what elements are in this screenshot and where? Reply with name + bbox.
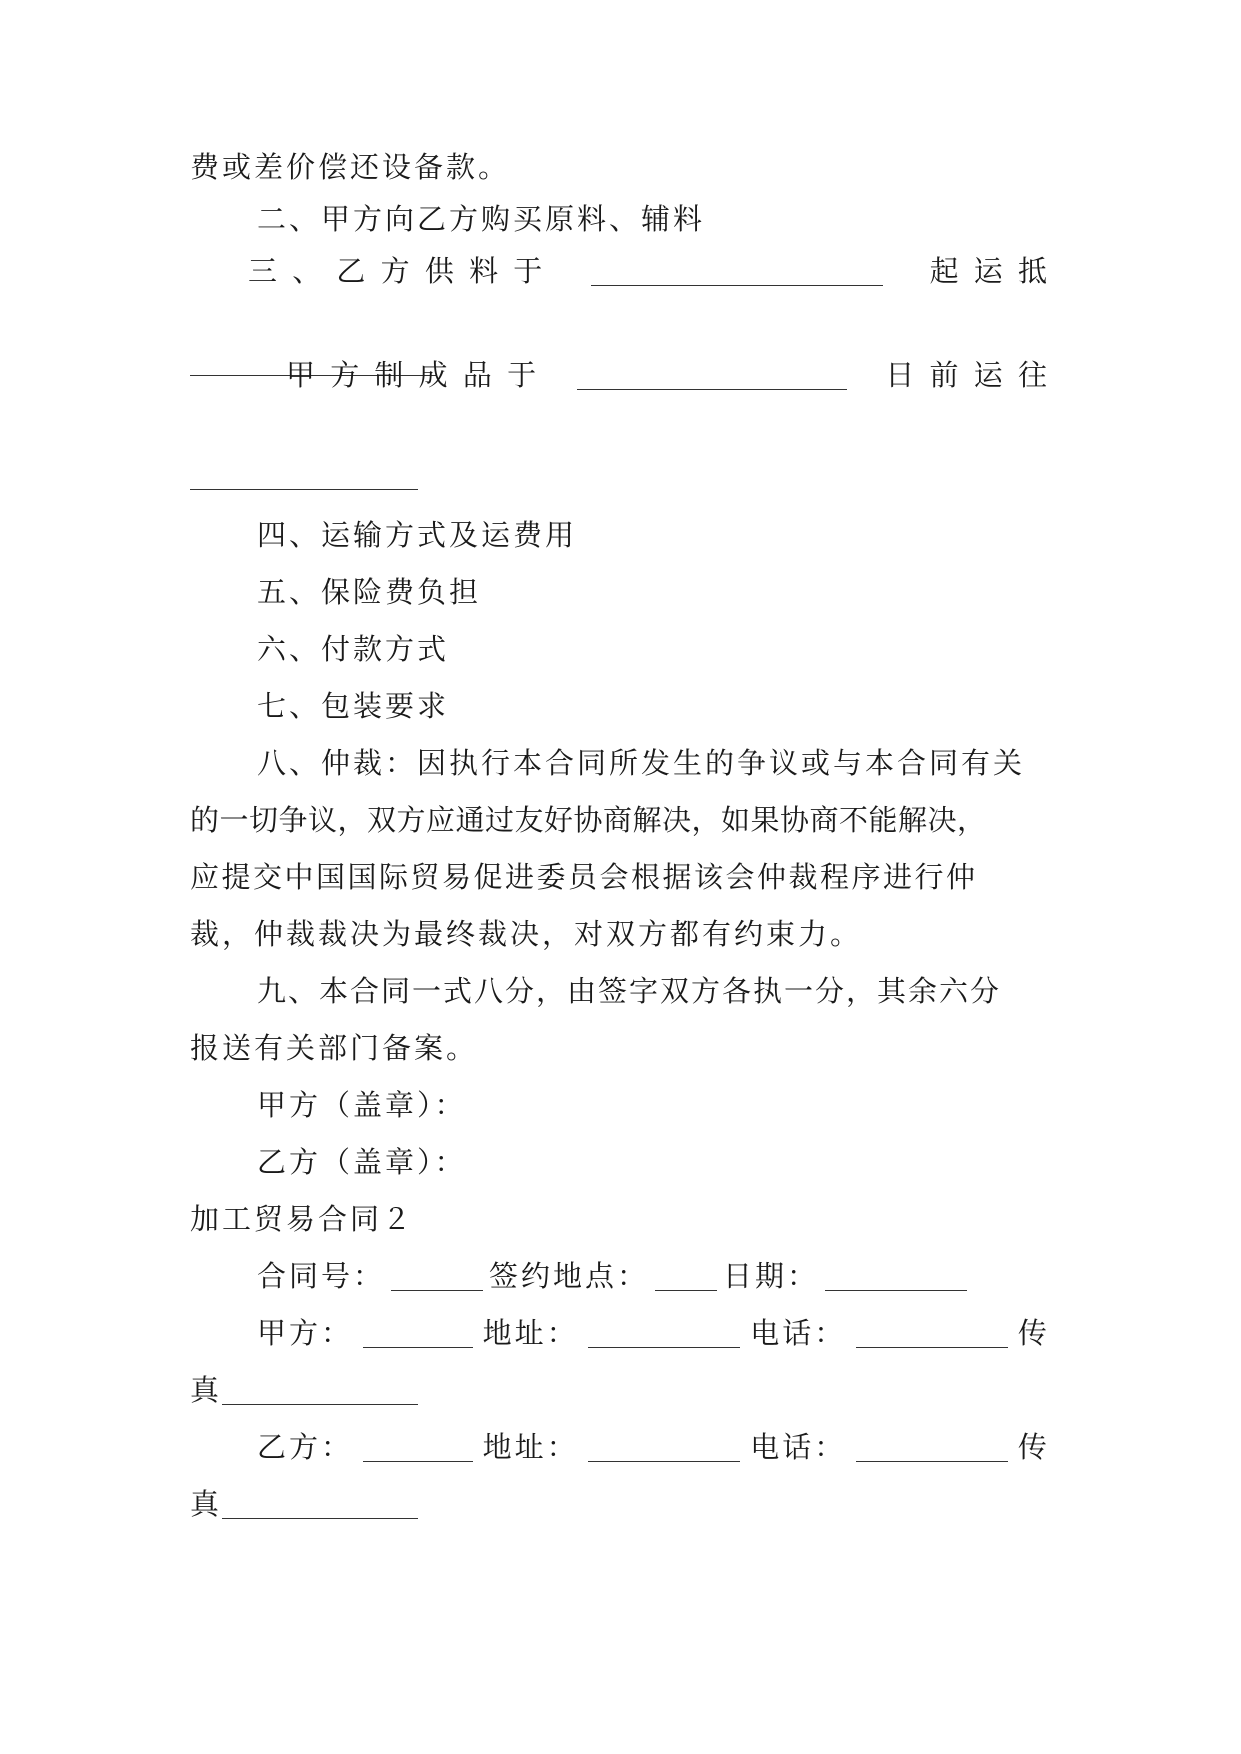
date-blank [825, 1260, 967, 1291]
party-a-address-label: 地址： [482, 1316, 579, 1350]
signing-place-blank [655, 1260, 717, 1291]
contract-no-blank [391, 1260, 483, 1291]
blank-line [577, 359, 847, 390]
party-a-fax-row [190, 1365, 1050, 1415]
party-a-phone-blank [856, 1317, 1008, 1348]
party-a-seal: 甲方（盖章）： [257, 1088, 467, 1122]
date-label: 日期： [723, 1259, 820, 1293]
clause-8-line-1: 八、仲裁：因执行本合同所发生的争议或与本合同有关 [257, 746, 1026, 780]
party-b-fax-label-2: 真 [190, 1487, 223, 1521]
clause-3-products [286, 350, 1050, 400]
party-b-fax-blank [222, 1488, 418, 1519]
party-a-fax-blank [222, 1374, 418, 1405]
clause-3-text: 三 、 乙 方 供 料 于 [248, 254, 546, 288]
clause-5: 五、保险费负担 [257, 575, 482, 609]
party-b-blank [363, 1431, 473, 1462]
clause-8-line-3: 应提交中国国际贸易促进委员会根据该会仲裁程序进行仲 [190, 860, 978, 894]
clause-4: 四、运输方式及运费用 [257, 518, 578, 552]
contract-header-row [257, 1251, 1050, 1301]
signing-place-label: 签约地点： [489, 1259, 650, 1293]
party-b-address-label: 地址： [482, 1430, 579, 1464]
blank-line [591, 255, 883, 286]
paragraph-line: 费或差价偿还设备款。 [190, 150, 511, 184]
party-b-label: 乙方： [257, 1430, 354, 1464]
party-b-address-blank [588, 1431, 740, 1462]
party-a-blank [363, 1317, 473, 1348]
clause-8-line-2: 的一切争议，双方应通过友好协商解决，如果协商不能解决， [190, 803, 987, 837]
contract-no-label: 合同号： [257, 1259, 386, 1293]
party-b-phone-blank [856, 1431, 1008, 1462]
party-a-address-blank [588, 1317, 740, 1348]
clause-6: 六、付款方式 [257, 632, 450, 666]
party-b-fax-label-1: 传 [1017, 1430, 1050, 1464]
products-tail: 日 前 运 往 [885, 358, 1050, 392]
party-a-label: 甲方： [257, 1316, 354, 1350]
blank-line [190, 488, 418, 490]
party-a-fax-label-1: 传 [1017, 1316, 1050, 1350]
party-a-fax-label-2: 真 [190, 1373, 223, 1407]
clause-7: 七、包装要求 [257, 689, 450, 723]
party-a-phone-label: 电话： [750, 1316, 847, 1350]
party-b-seal: 乙方（盖章）： [257, 1145, 467, 1179]
clause-2: 二、甲方向乙方购买原料、辅料 [257, 202, 706, 236]
party-b-fax-row [190, 1479, 1050, 1529]
clause-9-line-2: 报送有关部门备案。 [190, 1031, 479, 1065]
party-a-row [257, 1308, 1050, 1358]
clause-3 [248, 246, 1050, 296]
clause-3-tail: 起 运 抵 [929, 254, 1050, 288]
clause-9-line-1: 九、本合同一式八分，由签字双方各执一分，其余六分 [257, 974, 1002, 1008]
clause-8-line-4: 裁，仲裁裁决为最终裁决，对双方都有约束力。 [190, 917, 863, 951]
party-b-phone-label: 电话： [750, 1430, 847, 1464]
products-text: 甲 方 制 成 品 于 [286, 358, 540, 392]
contract-2-title: 加工贸易合同２ [190, 1202, 415, 1236]
party-b-row [257, 1422, 1050, 1472]
